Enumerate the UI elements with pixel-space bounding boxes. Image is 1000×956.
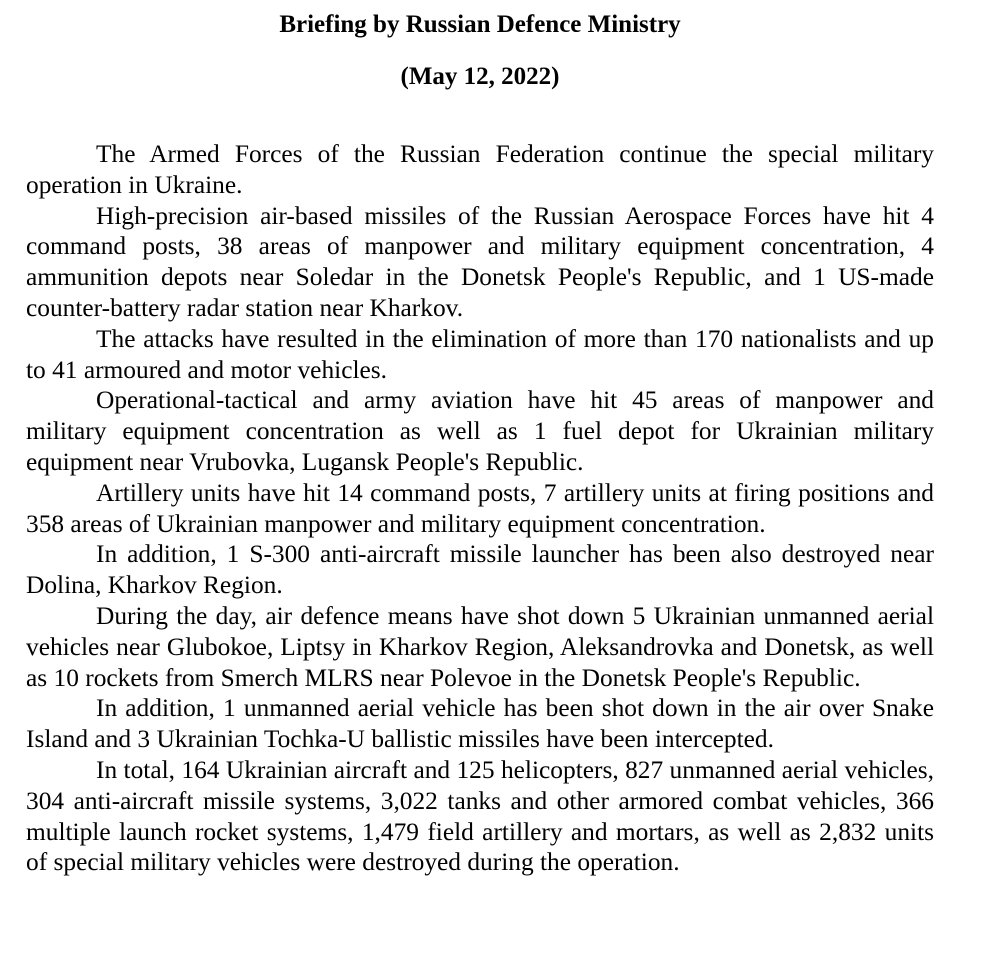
- paragraph-snake-island: In addition, 1 unmanned aerial vehicle has been shot down in the air over Snake Island and 3 Ukrainian Tochka-U ballistic missiles have been intercepted.: [26, 694, 934, 754]
- paragraph-operation: The Armed Forces of the Russian Federation continue the special military operation in Ukraine.: [26, 140, 934, 199]
- paragraph-totals: In total, 164 Ukrainian aircraft and 125 helicopters, 827 unmanned aerial vehicles, 304 anti-aircraft missile systems, 3,022 tanks and other armored combat vehicles, 366 multiple launch rocket systems, 1,479 field artillery and mortars, as well as 2,832 units of special military vehicles were destroyed during the operation.: [26, 755, 934, 877]
- paragraph-aerospace-strikes: High-precision air-based missiles of the Russian Aerospace Forces have hit 4 command posts, 38 areas of manpower and military equipment concentration, 4 ammunition depots near Soledar in the Donetsk People's Republic, and 1 US-made counter-battery radar station near Kharkov.: [26, 201, 934, 322]
- document-body: [26, 139, 934, 878]
- paragraph-artillery: Artillery units have hit 14 command posts, 7 artillery units at firing positions and 358 areas of Ukrainian manpower and military equipment concentration.: [26, 478, 934, 538]
- paragraph-air-defence: During the day, air defence means have shot down 5 Ukrainian unmanned aerial vehicles near Glubokoe, Liptsy in Kharkov Region, Aleksandrovka and Donetsk, as well as 10 rockets from Smerch MLRS near Polevoe in the Donetsk People's Republic.: [26, 601, 934, 692]
- document-date: (May 12, 2022): [400, 63, 560, 90]
- paragraph-army-aviation: Operational-tactical and army aviation have hit 45 areas of manpower and military equipment concentration as well as 1 fuel depot for Ukrainian military equipment near Vrubovka, Lugansk People's Republic.: [26, 386, 934, 476]
- paragraph-attack-results: The attacks have resulted in the elimination of more than 170 nationalists and up to 41 armoured and motor vehicles.: [26, 324, 934, 384]
- paragraph-s300-launcher: In addition, 1 S-300 anti-aircraft missile launcher has been also destroyed near Dolina, Kharkov Region.: [26, 540, 934, 600]
- document-title: Briefing by Russian Defence Ministry: [279, 11, 681, 38]
